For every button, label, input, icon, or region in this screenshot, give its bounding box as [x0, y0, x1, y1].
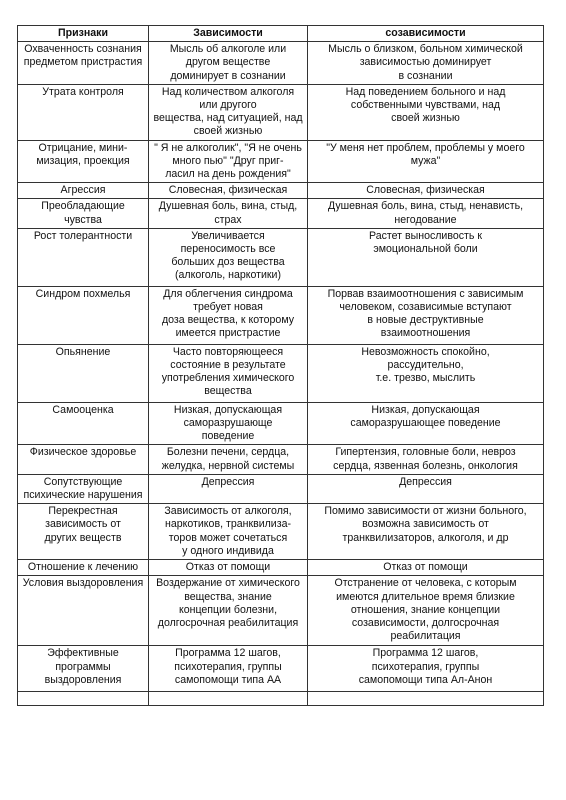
table-row — [18, 646, 544, 692]
sign-cell: Утрата контроля — [18, 84, 149, 140]
sign-cell: Агрессия — [18, 183, 149, 199]
dependence-cell: Воздержание от химического вещества, знание концепции болезни, долгосрочная реабилитация — [149, 576, 308, 646]
codependence-cell: Над поведением больного и над собственными чувствами, над своей жизнью — [308, 84, 544, 140]
table-row — [18, 183, 544, 199]
header-codependence: созависимости — [308, 26, 544, 42]
dependence-cell: Зависимость от алкоголя, наркотиков, транквилиза- торов может сочетаться у одного индивида — [149, 504, 308, 560]
sign-cell: Отрицание, мини- мизация, проекция — [18, 140, 149, 183]
dependence-cell: Душевная боль, вина, стыд, страх — [149, 199, 308, 228]
table-body — [18, 42, 544, 706]
codependence-cell: Невозможность спокойно, рассудительно, т.е. трезво, мыслить — [308, 344, 544, 402]
dependence-cell: Увеличивается переносимость все больших доз вещества (алкоголь, наркотики) — [149, 228, 308, 286]
codependence-cell: Порвав взаимоотношения с зависимым человеком, созависимые вступают в новые деструктивные взаимоотношения — [308, 286, 544, 344]
codependence-cell: Помимо зависимости от жизни больного, возможна зависимость от транквилизаторов, алкоголя, и др — [308, 504, 544, 560]
dependence-cell: Депрессия — [149, 474, 308, 503]
table-row — [18, 402, 544, 445]
dependence-cell: Отказ от помощи — [149, 560, 308, 576]
codependence-cell — [308, 692, 544, 706]
table-row — [18, 445, 544, 474]
dependence-cell: Словесная, физическая — [149, 183, 308, 199]
table-row — [18, 344, 544, 402]
sign-cell: Перекрестная зависимость от других веществ — [18, 504, 149, 560]
header-dependence: Зависимости — [149, 26, 308, 42]
dependence-cell: Низкая, допускающая саморазрушающе поведение — [149, 402, 308, 445]
table-row — [18, 576, 544, 646]
table-row — [18, 474, 544, 503]
table-row — [18, 199, 544, 228]
sign-cell: Эффективные программы выздоровления — [18, 646, 149, 692]
comparison-table — [17, 25, 544, 706]
sign-cell: Физическое здоровье — [18, 445, 149, 474]
sign-cell: Отношение к лечению — [18, 560, 149, 576]
sign-cell: Опьянение — [18, 344, 149, 402]
dependence-cell: Программа 12 шагов, психотерапия, группы самопомощи типа АА — [149, 646, 308, 692]
sign-cell: Условия выздоровления — [18, 576, 149, 646]
codependence-cell: "У меня нет проблем, проблемы у моего мужа" — [308, 140, 544, 183]
sign-cell — [18, 692, 149, 706]
header-signs: Признаки — [18, 26, 149, 42]
sign-cell: Охваченность сознания предметом пристрастия — [18, 42, 149, 85]
codependence-cell: Мысль о близком, больном химической зависимостью доминирует в сознании — [308, 42, 544, 85]
table-row — [18, 504, 544, 560]
header-row — [18, 26, 544, 42]
sign-cell: Сопутствующие психические нарушения — [18, 474, 149, 503]
codependence-cell: Душевная боль, вина, стыд, ненависть, негодование — [308, 199, 544, 228]
table-row — [18, 42, 544, 85]
codependence-cell: Программа 12 шагов, психотерапия, группы самопомощи типа Ал-Анон — [308, 646, 544, 692]
dependence-cell: Часто повторяющееся состояние в результате употребления химического вещества — [149, 344, 308, 402]
codependence-cell: Словесная, физическая — [308, 183, 544, 199]
codependence-cell: Отказ от помощи — [308, 560, 544, 576]
codependence-cell: Низкая, допускающая саморазрушающее поведение — [308, 402, 544, 445]
sign-cell: Синдром похмелья — [18, 286, 149, 344]
dependence-cell: Болезни печени, сердца, желудка, нервной системы — [149, 445, 308, 474]
sign-cell: Преобладающие чувства — [18, 199, 149, 228]
codependence-cell: Гипертензия, головные боли, невроз сердца, язвенная болезнь, онкология — [308, 445, 544, 474]
table-row — [18, 84, 544, 140]
dependence-cell: Для облегчения синдрома требует новая доза вещества, к которому имеется пристрастие — [149, 286, 308, 344]
codependence-cell: Отстранение от человека, с которым имеются длительное время близкие отношения, знание концепции созависимости, долгосрочная реабилитация — [308, 576, 544, 646]
codependence-cell: Депрессия — [308, 474, 544, 503]
sign-cell: Рост толерантности — [18, 228, 149, 286]
table-row — [18, 560, 544, 576]
sign-cell: Самооценка — [18, 402, 149, 445]
table-row — [18, 228, 544, 286]
dependence-cell: Над количеством алкоголя или другого вещества, над ситуацией, над своей жизнью — [149, 84, 308, 140]
table-row — [18, 140, 544, 183]
dependence-cell: " Я не алкоголик", "Я не очень много пью" "Друг приг- ласил на день рождения" — [149, 140, 308, 183]
dependence-cell: Мысль об алкоголе или другом веществе доминирует в сознании — [149, 42, 308, 85]
table-row — [18, 286, 544, 344]
dependence-cell — [149, 692, 308, 706]
codependence-cell: Растет выносливость к эмоциональной боли — [308, 228, 544, 286]
table-row — [18, 692, 544, 706]
